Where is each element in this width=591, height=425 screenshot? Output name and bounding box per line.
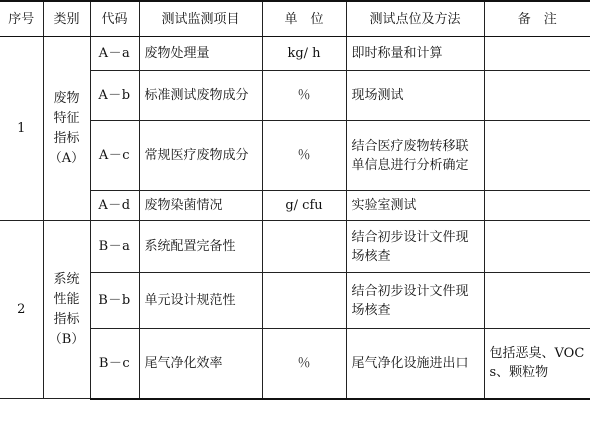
item-cell: 尾气净化效率 (139, 329, 262, 399)
unit-cell: kg/ h (262, 37, 346, 71)
table-row (0, 37, 590, 71)
header-code: 代码 (90, 1, 139, 37)
unit-cell (262, 221, 346, 273)
unit-cell: g/ cfu (262, 191, 346, 221)
seq-cell: 1 (0, 37, 43, 221)
method-cell: 尾气净化设施进出口 (346, 329, 484, 399)
method-cell: 现场测试 (346, 71, 484, 121)
method-cell: 即时称量和计算 (346, 37, 484, 71)
header-method: 测试点位及方法 (346, 1, 484, 37)
remark-cell (484, 191, 590, 221)
remark-cell (484, 37, 590, 71)
method-cell: 结合初步设计文件现场核查 (346, 221, 484, 273)
remark-cell (484, 221, 590, 273)
method-cell: 实验室测试 (346, 191, 484, 221)
code-cell: A－a (90, 37, 139, 71)
header-row (0, 1, 590, 37)
remark-cell: 包括恶臭、VOCs、颗粒物 (484, 329, 590, 399)
unit-cell: ％ (262, 121, 346, 191)
code-cell: A－c (90, 121, 139, 191)
method-cell: 结合医疗废物转移联单信息进行分析确定 (346, 121, 484, 191)
item-cell: 废物处理量 (139, 37, 262, 71)
code-cell: B－b (90, 273, 139, 329)
item-cell: 系统配置完备性 (139, 221, 262, 273)
code-cell: B－c (90, 329, 139, 399)
item-cell: 废物染菌情况 (139, 191, 262, 221)
header-category: 类别 (43, 1, 90, 37)
item-cell: 标准测试废物成分 (139, 71, 262, 121)
item-cell: 常规医疗废物成分 (139, 121, 262, 191)
method-cell: 结合初步设计文件现场核查 (346, 273, 484, 329)
table-row (0, 221, 590, 273)
header-remark: 备 注 (484, 1, 590, 37)
header-item: 测试监测项目 (139, 1, 262, 37)
code-cell: B－a (90, 221, 139, 273)
code-cell: A－b (90, 71, 139, 121)
header-seq: 序号 (0, 1, 43, 37)
category-cell: 系统性能指标（B） (43, 221, 90, 399)
code-cell: A－d (90, 191, 139, 221)
seq-cell: 2 (0, 221, 43, 399)
remark-cell (484, 121, 590, 191)
header-unit: 单 位 (262, 1, 346, 37)
remark-cell (484, 273, 590, 329)
unit-cell: ％ (262, 71, 346, 121)
unit-cell (262, 273, 346, 329)
category-cell: 废物特征指标（A） (43, 37, 90, 221)
item-cell: 单元设计规范性 (139, 273, 262, 329)
remark-cell (484, 71, 590, 121)
unit-cell: ％ (262, 329, 346, 399)
